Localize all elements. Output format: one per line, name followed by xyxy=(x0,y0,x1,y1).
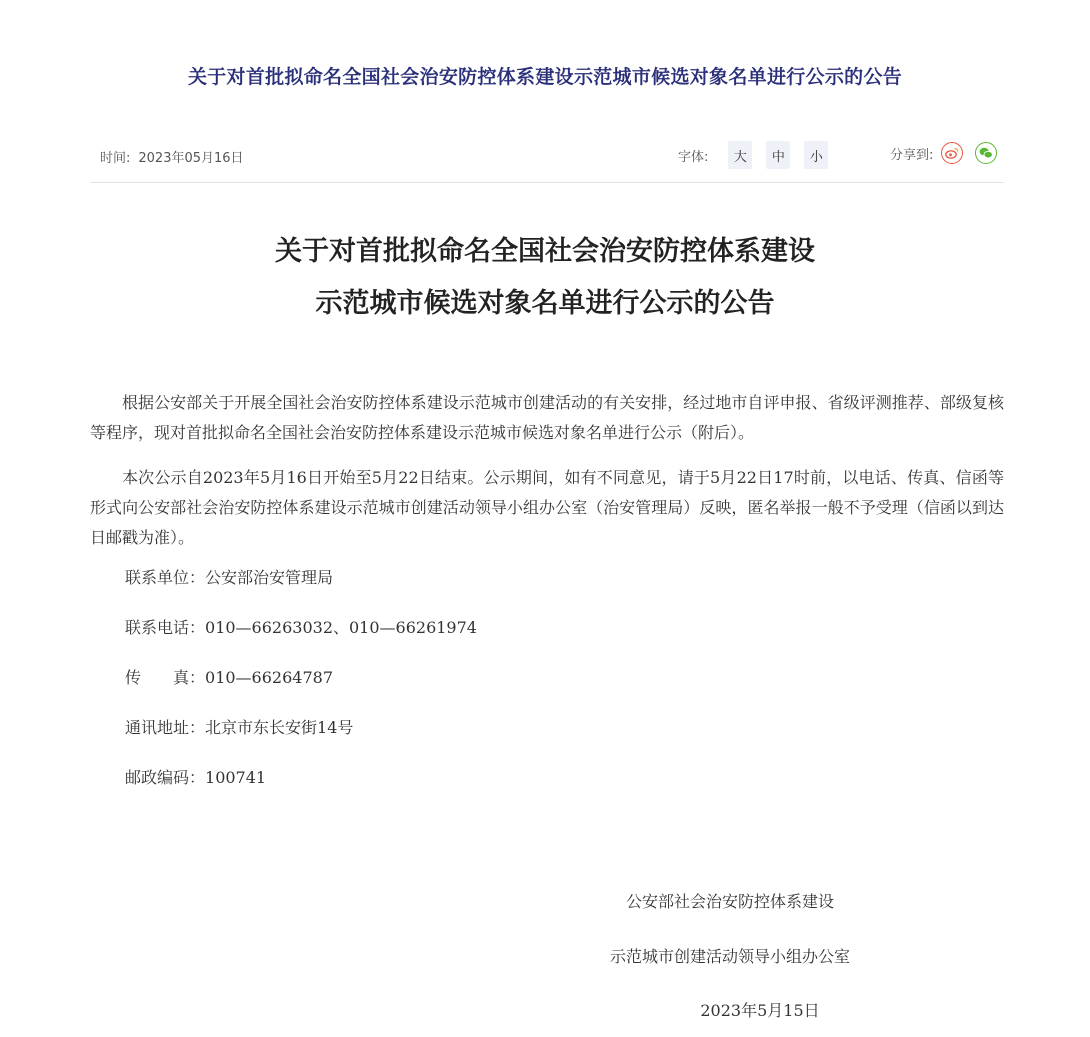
font-small-button[interactable]: 小 xyxy=(804,141,828,169)
share-bar xyxy=(890,142,997,164)
contact-label: 联系单位： xyxy=(125,568,206,587)
time-label: 时间: xyxy=(100,151,131,166)
contact-row xyxy=(90,618,1004,638)
wechat-icon[interactable] xyxy=(975,142,997,164)
paragraph: 根据公安部关于开展全国社会治安防控体系建设示范城市创建活动的有关安排，经过地市自评申报、省级评测推荐、部级复核等程序，现对首批拟命名全国社会治安防控体系建设示范城市候选对象名单进行公示（附后）。 xyxy=(90,393,1004,442)
signature-org-line-1: 公安部社会治安防控体系建设 xyxy=(625,892,834,911)
article-title-line-1: 关于对首批拟命名全国社会治安防控体系建设 xyxy=(275,236,815,267)
contact-row xyxy=(90,718,1004,738)
meta-bar xyxy=(90,138,1004,174)
contact-row xyxy=(90,768,1004,788)
signature-date: 2023年5月15日 xyxy=(700,1001,820,1020)
weibo-icon[interactable] xyxy=(941,142,963,164)
contact-label: 通讯地址： xyxy=(125,718,206,737)
share-label: 分享到: xyxy=(890,147,934,163)
font-size-control xyxy=(678,141,842,169)
contact-label: 邮政编码： xyxy=(125,768,206,787)
divider xyxy=(90,182,1004,183)
publish-date: 2023年05月16日 xyxy=(138,151,244,166)
page-title: 关于对首批拟命名全国社会治安防控体系建设示范城市候选对象名单进行公示的公告 xyxy=(187,66,903,88)
font-medium-button[interactable]: 中 xyxy=(766,141,790,169)
signature-org-line-2: 示范城市创建活动领导小组办公室 xyxy=(609,947,850,966)
contact-value: 北京市东长安街14号 xyxy=(205,718,354,737)
font-large-button[interactable]: 大 xyxy=(728,141,752,169)
contact-label: 联系电话： xyxy=(125,618,206,637)
contact-value: 公安部治安管理局 xyxy=(205,568,334,587)
article-body xyxy=(90,388,1004,818)
publish-time xyxy=(100,147,244,166)
article-title xyxy=(0,226,1090,330)
font-size-label: 字体: xyxy=(678,149,709,165)
contact-value: 100741 xyxy=(205,768,267,787)
contact-value: 010—66264787 xyxy=(205,668,333,687)
article-title-line-2: 示范城市候选对象名单进行公示的公告 xyxy=(315,288,775,319)
contact-label: 传 真： xyxy=(125,668,206,687)
contact-row xyxy=(90,568,1004,588)
contact-value: 010—66263032、010—66261974 xyxy=(205,618,477,637)
paragraph: 本次公示自2023年5月16日开始至5月22日结束。公示期间，如有不同意见，请于5月22日17时前，以电话、传真、信函等形式向公安部社会治安防控体系建设示范城市创建活动领导小组办公室（治安管理局）反映，匿名举报一般不予受理（信函以到达日邮戳为准）。 xyxy=(90,468,1004,547)
contact-row xyxy=(90,668,1004,688)
